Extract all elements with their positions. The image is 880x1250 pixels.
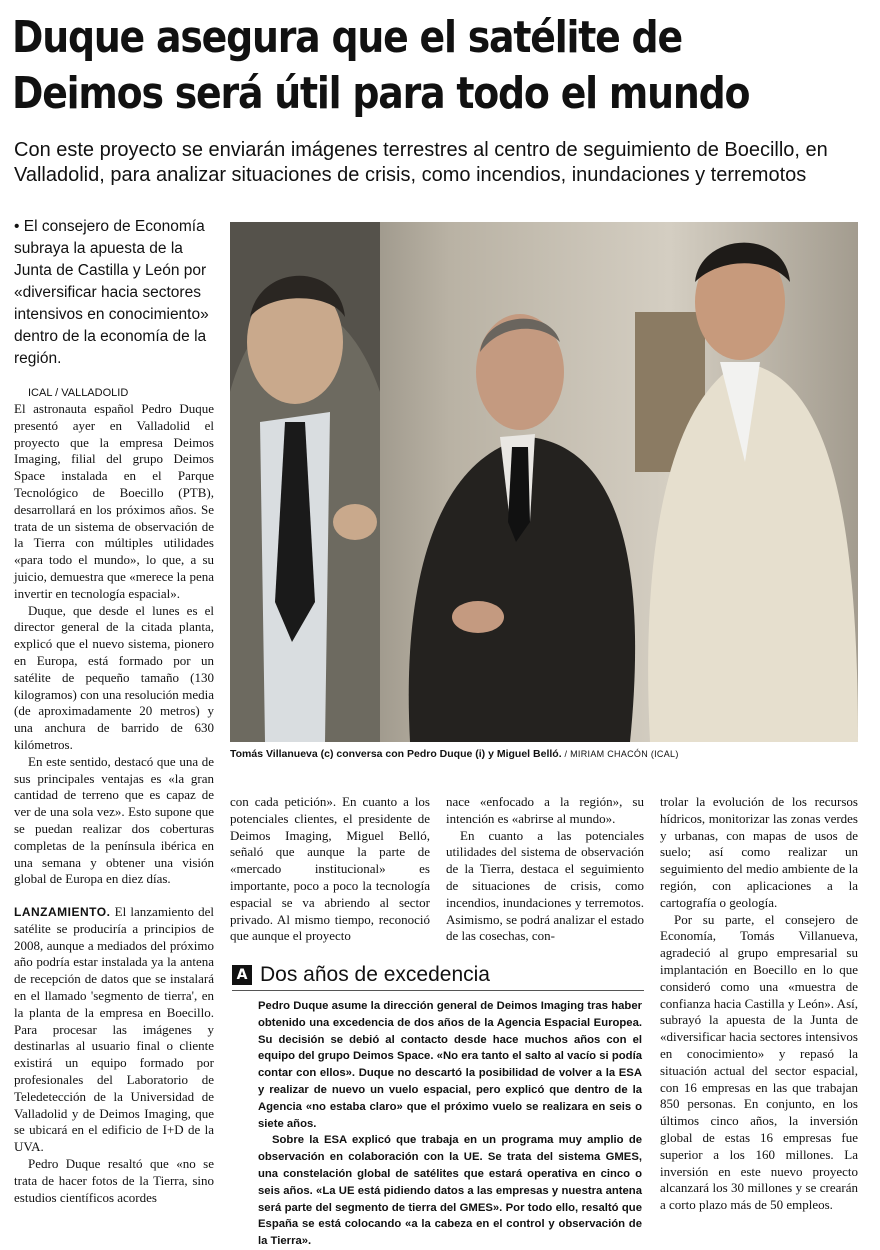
summary-bullet [14, 216, 214, 370]
article-column-3 [446, 794, 644, 945]
paragraph: trolar la evolución de los recursos hídricos, monitorizar las zonas verdes y urbanas, con mapas de usos de suelo; así como realizar un seguimiento del medio ambiente de la región, con aplicaciones a la cartografía o geología. [660, 794, 858, 910]
sidebar-box-title: Dos años de excedencia [260, 963, 490, 986]
section-mark-icon: A [232, 965, 252, 985]
paragraph: Por su parte, el consejero de Economía, Tomás Villanueva, agradeció al grupo empresarial su implantación en Boecillo en lo que consideró como una «muestra de confianza hacia Castilla y León». Así, subrayó la apuesta de la Junta de «diversificar hacia sectores intensivos en conocimiento» y repasó la situación actual del sector espacial, con 16 empresas en las que trabajan 850 personas. En conjunto, en los últimos cinco años, la inversión global de estas 16 empresas fue superior a los 160 millones. La inversión en este nuevo proyecto alcanzará los 30 millones y se crearán a corto plazo más de 50 empleos. [660, 911, 858, 1213]
paragraph: con cada petición». En cuanto a los potenciales clientes, el presidente de Deimos Imaging, Miguel Belló, señaló que aunque la parte de «mercado institucional» es importante, poco a poco la tecnología espacial se va abriendo al sector privado. Al mismo tiempo, reconoció que aunque el proyecto [230, 794, 430, 944]
byline: ICAL / VALLADOLID [28, 387, 129, 399]
paragraph: En este sentido, destacó que una de sus principales ventajas es «la gran cantidad de terreno que es capaz de ver de una sola vez». Esto supone que se puedan realizar dos coberturas completas de la península ibérica en una semana y obtener una visión global de Europa en diez días. [14, 753, 214, 887]
paragraph: Pedro Duque resaltó que «no se trata de hacer fotos de la Tierra, sino estudios científicos acordes [14, 1155, 214, 1205]
sidebar-box-header [232, 962, 644, 991]
bullet-text: El consejero de Economía subraya la apuesta de la Junta de Castilla y León por «diversificar hacia sectores intensivos en conocimiento» dentro de la economía de la región. [14, 218, 209, 367]
paragraph: nace «enfocado a la región», su intención es «abrirse al mundo». [446, 794, 644, 826]
article-column-1-continued [14, 904, 214, 1206]
paragraph: Duque, que desde el lunes es el director general de la citada planta, explicó que el nuevo sistema, pionero en Europa, está formado por un satélite de pequeño tamaño (130 kilogramos) con una resolución media (de aproximadamente 20 metros) y una anchura de barrido de 630 kilómetros. [14, 602, 214, 752]
paragraph [14, 904, 214, 1156]
bullet-glyph: • [14, 218, 20, 235]
paragraph-text: El lanzamiento del satélite se produciría a principios de 2008, aunque a mediados del próximo año podría estar instalada ya la antena de recepción de datos que se instalará en el llamado 'segmento de tierra', en la planta de la empresa en Boecillo. Para procesar las imágenes y destinarlas al usuario final o cliente existirá un equipo formado por profesionales del Laboratorio de Teledetección de la Universidad de Valladolid y de Deimos Imaging, que se ubicará en el edificio de I+D de la UVA. [14, 904, 215, 1155]
article-column-4 [660, 794, 858, 1214]
article-column-2 [230, 794, 430, 945]
news-photo [230, 222, 858, 742]
headline [12, 10, 752, 122]
subheadline: Con este proyecto se enviarán imágenes terrestres al centro de seguimiento de Boecillo, en Valladolid, para analizar situaciones de crisis, como incendios, inundaciones y terremotos [14, 139, 828, 186]
headline-line-1: Duque asegura que el satélite de [12, 12, 682, 63]
paragraph: El astronauta español Pedro Duque presentó ayer en Valladolid el proyecto que la empresa Deimos Imaging, filial del grupo Deimos Space instalada en el Parque Tecnológico de Boecillo (PTB), desarrollará en los próximos años. Se trata de un sistema de observación de la Tierra con múltiples utilidades «para todo el mundo», lo que, a su juicio, demuestra que «merece la pena invertir en tecnología espacial». [14, 401, 214, 601]
photo-caption [230, 747, 860, 761]
photo-credit: / MIRIAM CHACÓN (ICAL) [564, 749, 679, 759]
paragraph: Sobre la ESA explicó que trabaja en un programa muy amplio de observación en colaboración con la UE. Se trata del sistema GMES, una constelación global de satélites que estará operativa en cinco o seis años. «La UE está pidiendo datos a las empresas y nuestra antena será parte del segmento de tierra del GMES». Por todo ello, resaltó que España se está colocando «a la cabeza en el control y observación de la Tierra». [258, 1134, 642, 1248]
paragraph: Pedro Duque asume la dirección general de Deimos Imaging tras haber obtenido una excedencia de dos años de la Agencia Espacial Europea. Su decisión se debió al contacto desde hace muchos años con el equipo del grupo Deimos Space. «No era tanto el salto al vacío si podía contar con ellos». Duque no descartó la posibilidad de volver a la ESA y realizar de nuevo un vuelo espacial, pero explicó que dentro de la Agencia «no estaba claro» que el próximo vuelo se realizara en seis o siete años. [258, 1000, 642, 1130]
sidebar-box-body [258, 998, 642, 1250]
caption-text: Tomás Villanueva (c) conversa con Pedro Duque (i) y Miguel Belló. [230, 748, 562, 760]
headline-line-2: Deimos será útil para todo el mundo [12, 68, 750, 119]
article-column-1 [14, 385, 214, 888]
paragraph: En cuanto a las potenciales utilidades del sistema de observación de la Tierra, destaca el seguimiento de situaciones de crisis, como incendios, inundaciones y terremotos. Asimismo, se podrá analizar el estado de las cosechas, con- [446, 827, 644, 944]
section-runin-heading: LANZAMIENTO. [14, 905, 111, 919]
